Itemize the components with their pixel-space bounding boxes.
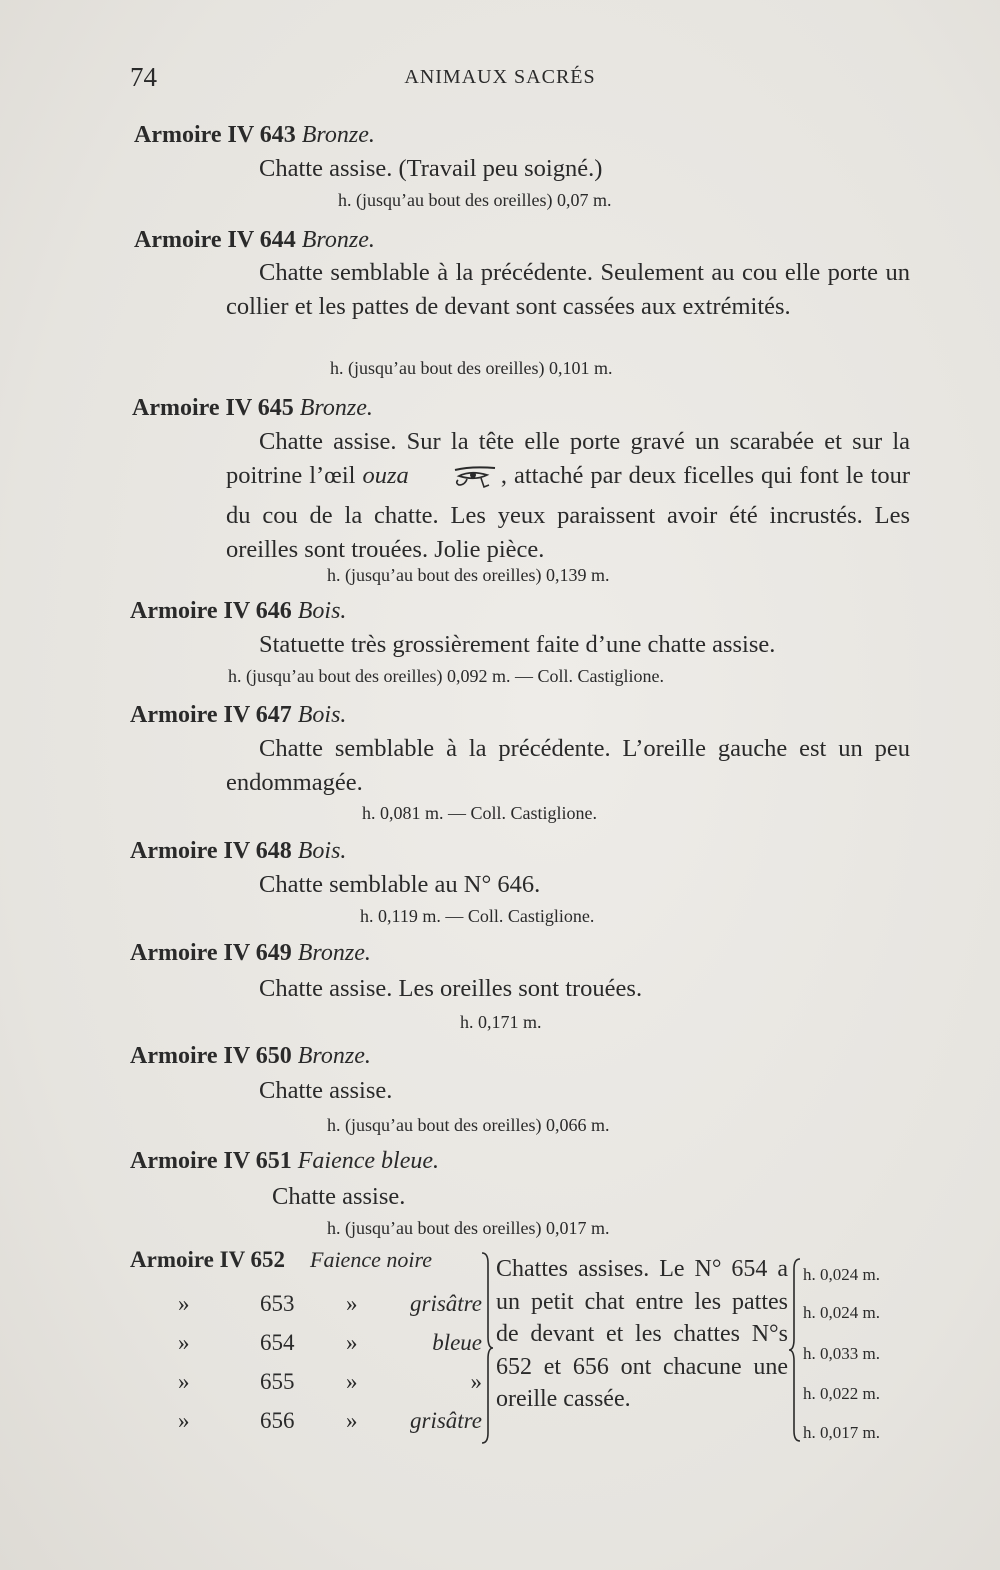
group-measurement: h. 0,017 m. [803,1423,880,1442]
entry-material: Faience bleue. [297,1148,440,1174]
entry-measurement: h. 0,081 m. — Coll. Castiglione. [362,803,598,823]
entry-material: Bronze. [297,1043,371,1069]
page-number: 74 [130,62,157,92]
entry-heading [130,838,346,865]
group-row: » 653 » grisâtre [178,1291,482,1316]
entry-label: Armoire IV 645 [132,395,294,421]
entry-heading [130,598,346,625]
group-measurement: h. 0,024 m. [803,1265,880,1284]
group-row: » 656 » grisâtre [178,1408,482,1433]
entry-material: Bronze. [301,122,375,148]
entry-label: Armoire IV 649 [130,940,292,966]
running-title: ANIMAUX SACRÉS [404,66,596,88]
entry-description: Chatte semblable à la précédente. Seulement au cou elle porte un collier et les pattes de devant sont cassées aux extrémités. [226,259,910,320]
entry-material: Faience noire [310,1247,432,1272]
group-measurement: h. 0,022 m. [803,1384,880,1403]
group-description: Chattes assises. Le N° 654 a un petit chat entre les pattes de devant et les chattes N°s 652 et 656 ont chacune une oreille cassée. [496,1256,788,1412]
entry-heading [130,702,346,729]
entry-description: Chatte assise. [272,1183,406,1210]
entry-heading [130,1043,371,1070]
entry-description: Chatte assise. Les oreilles sont trouées. [259,975,643,1002]
group-row: » 654 » bleue [178,1330,482,1355]
entry-measurement: h. (jusqu’au bout des oreilles) 0,07 m. [338,190,612,210]
entry-material: Bois. [297,838,347,864]
entry-label: Armoire IV 651 [130,1148,292,1174]
group-measurement: h. 0,033 m. [803,1344,880,1363]
entry-description: Chatte semblable au N° 646. [259,871,541,898]
entry-measurement: h. (jusqu’au bout des oreilles) 0,066 m. [327,1115,610,1135]
entry-heading [130,1148,439,1175]
entry-description: Chatte semblable à la précédente. L’oreille gauche est un peu endommagée. [226,735,910,796]
group-measurement: h. 0,024 m. [803,1303,880,1322]
entry-heading [132,395,373,422]
entry-label: Armoire IV 652 [130,1247,286,1272]
entry-measurement: h. 0,171 m. [460,1012,542,1032]
entry-description: Chatte assise. (Travail peu soigné.) [259,155,603,182]
entry-label: Armoire IV 646 [130,598,292,624]
entry-label: Armoire IV 650 [130,1043,292,1069]
entry-measurement: h. (jusqu’au bout des oreilles) 0,017 m. [327,1218,610,1238]
entry-label: Armoire IV 647 [130,702,292,728]
italic-term: ouza [362,462,409,489]
entry-description: Chatte assise. Sur la tête elle porte gravé un scarabée et sur la poitrine l’œil ouza , attaché par deux ficelles qui font le tour du cou de la chatte. Les yeux paraissent avoir été incrustés. Les oreilles sont trouées. Jolie pièce. [226,428,910,563]
entry-heading [130,940,371,967]
entry-material: Bronze. [297,940,371,966]
entry-measurement: h. 0,119 m. — Coll. Castiglione. [360,906,595,926]
group-row: » 655 » » [178,1369,482,1394]
entry-description: Chatte assise. [259,1077,393,1104]
entry-description: Statuette très grossièrement faite d’une chatte assise. [259,631,776,658]
entry-material: Bois. [297,598,347,624]
running-header [0,62,1000,98]
entry-measurement: h. (jusqu’au bout des oreilles) 0,139 m. [327,565,610,585]
entry-measurement: h. (jusqu’au bout des oreilles) 0,092 m. — Coll. Castiglione. [228,666,664,686]
brace-icon [786,1257,804,1443]
entry-measurement: h. (jusqu’au bout des oreilles) 0,101 m. [330,358,613,378]
group-heading [0,1247,490,1287]
entry-material: Bronze. [301,227,375,253]
entry-label: Armoire IV 648 [130,838,292,864]
entry-label: Armoire IV 643 [134,122,296,148]
entry-heading [134,122,375,149]
entry-label: Armoire IV 644 [134,227,296,253]
entry-heading [134,227,375,254]
grouped-entry [0,1245,1000,1455]
entry-material: Bois. [297,702,347,728]
entry-material: Bronze. [299,395,373,421]
brace-icon [478,1251,496,1445]
eye-of-horus-icon [418,463,499,499]
